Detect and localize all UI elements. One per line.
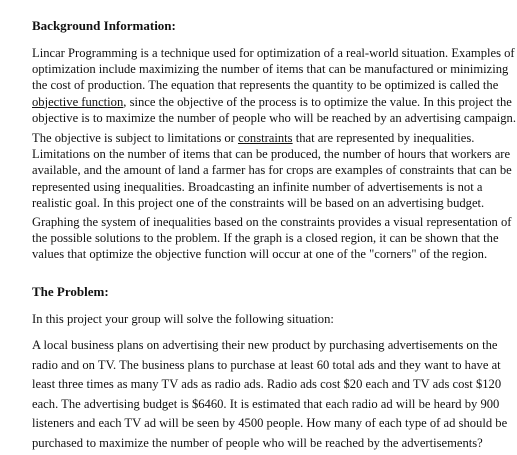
text-fragment: , since the objective of the process is to optimize the value. In this project the [123,94,512,109]
text-line: least three times as many TV ads as radio ads. Radio ads cost $20 each and TV ads cost $120 [32,377,502,392]
text-line [32,94,510,110]
text-line: represented using inequalities. Broadcasting an infinite number of advertisements is not a [32,179,483,194]
text-line: purchased to maximize the number of people who will be reached by the advertisements? [32,435,483,450]
text-line: each. The advertising budget is $6460. It is estimated that each radio ad will be heard by 900 [32,396,500,411]
text-fragment: The objective is subject to limitations or [32,131,239,145]
problem-heading: The Problem: [32,284,109,299]
text-line: optimization include maximizing the number of items that can be manufactured or minimizing [32,62,509,77]
text-line: the cost of production. The equation that represents the quantity to be optimized is called the [32,78,499,93]
text-line: In this project your group will solve the following situation: [32,312,334,326]
background-paragraph-1 [32,45,517,126]
text-line: realistic goal. In this project one of the constraints will be based on an advertising budget. [32,195,485,210]
background-paragraph-2 [32,130,510,211]
text-line: objective is to maximize the number of people who will be reached by an advertising campaign. [32,110,517,125]
text-line [32,130,510,146]
background-heading: Background Information: [32,18,176,33]
text-line: Limitations on the number of items that can be produced, the number of hours that workers are [32,147,511,162]
text-line: the possible solutions to the problem. If the graph is a closed region, it can be shown that the [32,231,499,246]
text-line: listeners and each TV ad will be seen by 4500 people. How many of each type of ad should be [32,416,508,431]
background-paragraph-3 [32,214,510,263]
objective-function-term: objective function [32,94,124,109]
text-fragment: that are represented by inequalities. [292,131,475,145]
text-line: available, and the amount of land a farmer has for crops are examples of constraints that can be [32,163,512,178]
problem-intro [32,311,510,327]
problem-paragraph [32,337,510,455]
text-line: values that optimize the objective function will occur at one of the "corners" of the region. [32,247,488,262]
constraints-term: constraints [238,131,293,145]
text-line: Graphing the system of inequalities based on the constraints provides a visual representation of [32,215,512,229]
text-line: A local business plans on advertising their new product by purchasing advertisements on the [32,338,498,352]
text-line: radio and on TV. The business plans to purchase at least 60 total ads and they want to have at [32,357,501,372]
text-line: Lincar Programming is a technique used for optimization of a real-world situation. Examples of [32,46,515,60]
